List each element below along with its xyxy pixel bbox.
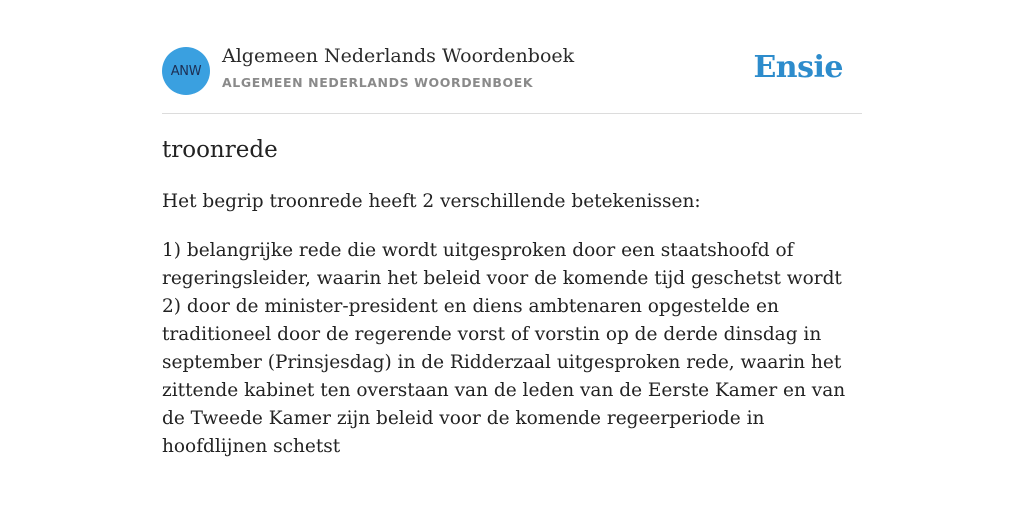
ensie-brand-logo[interactable]: Ensie <box>753 50 843 85</box>
entry-intro: Het begrip troonrede heeft 2 verschillende betekenissen: <box>162 191 701 212</box>
logo-text: ANW <box>170 63 202 79</box>
definition-item: 1) belangrijke rede die wordt uitgesproken door een staatshoofd of regeringsleider, waarin het beleid voor de komende tijd geschetst wordt <box>162 240 842 289</box>
definition-item: 2) door de minister-president en diens ambtenaren opgestelde en traditioneel door de regerende vorst of vorstin op de derde dinsdag in september (Prinsjesdag) in de Ridderzaal uitgesproken rede, waarin het zittende kabinet ten overstaan van de leden van de Eerste Kamer en van de Tweede Kamer zijn beleid voor de komende regeerperiode in hoofdlijnen schetst <box>162 296 846 457</box>
source-header <box>162 0 862 114</box>
anw-logo[interactable] <box>162 47 210 95</box>
source-subtitle: ALGEMEEN NEDERLANDS WOORDENBOEK <box>222 75 534 90</box>
definition-list <box>162 237 862 461</box>
entry-card <box>162 0 862 457</box>
entry-term: troonrede <box>162 137 278 163</box>
source-title[interactable]: Algemeen Nederlands Woordenboek <box>222 45 575 67</box>
